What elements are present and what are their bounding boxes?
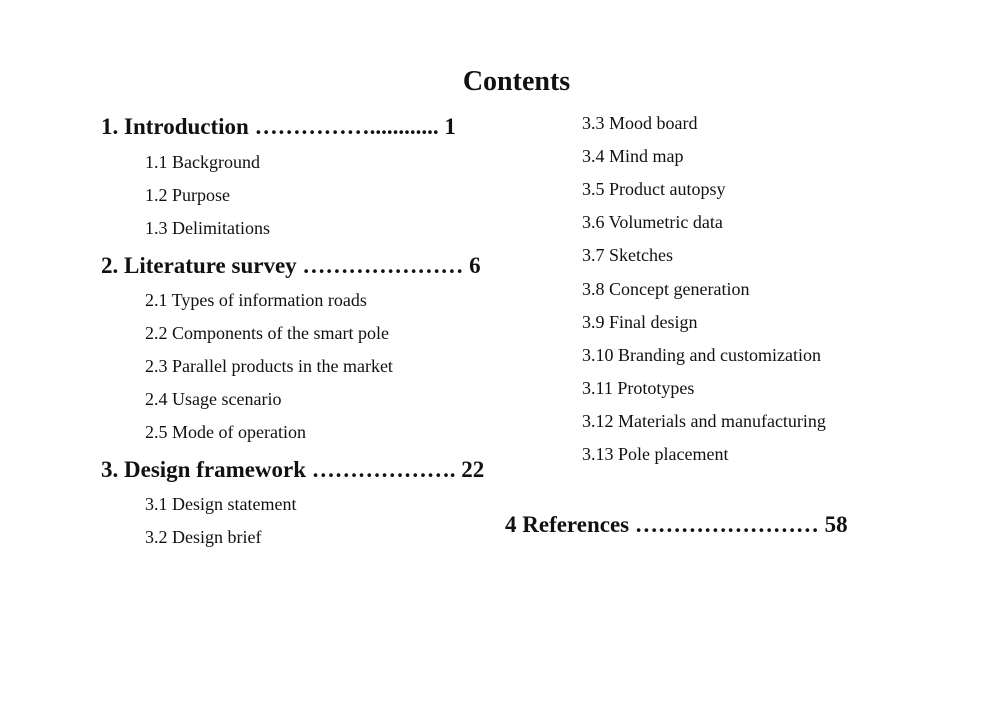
toc-item[interactable]: 3.6 Volumetric data [582,212,723,232]
toc-item[interactable]: 2.3 Parallel products in the market [145,356,393,376]
toc-item[interactable]: 3.2 Design brief [145,527,262,547]
toc-item[interactable]: 2.1 Types of information roads [145,290,367,310]
toc-item[interactable]: 3.1 Design statement [145,494,297,514]
toc-item[interactable]: 3.8 Concept generation [582,279,750,299]
toc-item[interactable]: 3.10 Branding and customization [582,345,821,365]
toc-item[interactable]: 1.3 Delimitations [145,218,270,238]
toc-item[interactable]: 2.2 Components of the smart pole [145,323,389,343]
toc-item[interactable]: 3.13 Pole placement [582,444,729,464]
toc-item[interactable]: 1.1 Background [145,152,260,172]
toc-item[interactable]: 2.4 Usage scenario [145,389,282,409]
toc-item[interactable]: 3.5 Product autopsy [582,179,726,199]
toc-item[interactable]: 3.9 Final design [582,312,698,332]
toc-item[interactable]: 3.12 Materials and manufacturing [582,411,826,431]
toc-item[interactable]: 3.4 Mind map [582,146,684,166]
toc-item[interactable]: 1.2 Purpose [145,185,230,205]
toc-heading-references[interactable]: 4 References …………………… 58 [505,512,848,537]
toc-heading-introduction[interactable]: 1. Introduction ……………............ 1 [101,114,456,139]
toc-item[interactable]: 2.5 Mode of operation [145,422,306,442]
toc-item[interactable]: 3.11 Prototypes [582,378,695,398]
toc-heading-design-framework[interactable]: 3. Design framework ………………. 22 [101,457,485,482]
toc-item[interactable]: 3.7 Sketches [582,245,673,265]
page-title: Contents [462,66,571,97]
toc-heading-literature-survey[interactable]: 2. Literature survey ………………… 6 [101,253,481,278]
toc-item[interactable]: 3.3 Mood board [582,113,698,133]
